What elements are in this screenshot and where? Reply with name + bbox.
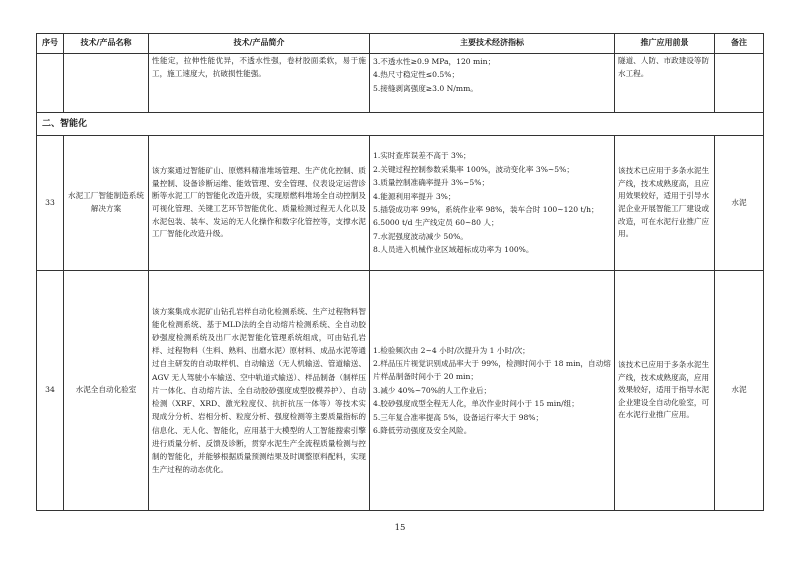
section-heading-row (37, 113, 764, 136)
header-remark: 备注 (715, 34, 764, 54)
indicator-line: 3.减少 40%~70%的人工作业后； (373, 385, 492, 395)
section-title: 二、智能化 (37, 113, 764, 136)
cell-indicators (370, 136, 615, 271)
cell-prospect: 该技术已应用于多条水泥生产线，技术成熟度高，且应用效果较好，适用于引导水泥企业开展智能工厂建设或改造，可在水泥行业推广应用。 (615, 136, 715, 271)
indicator-line: 5.接缝剥离强度≥3.0 N/mm。 (373, 83, 478, 93)
cell-prospect: 该技术已应用于多条水泥生产线，技术成熟度高，应用效果较好，适用于指导水泥企业建设全自动化验室，可在水泥行业推广应用。 (615, 271, 715, 511)
table-row-continued (37, 54, 764, 113)
indicator-line: 4.热尺寸稳定性≤0.5%； (373, 70, 460, 80)
header-prospect: 推广应用前景 (615, 34, 715, 54)
page-number: 15 (394, 523, 406, 533)
cell-intro: 该方案集成水泥矿山钻孔岩样自动化检测系统、生产过程物料智能化检测系统、基于MLD法的全自动熔片检测系统、全自动胶砂强度检测系统及出厂水泥智能化管理系统组成，可由钻孔岩样、过程物料（生料、熟料、出磨水泥）原材料、成品水泥等通过自主研发的自动取样机、自动输送（无人机输送、管道输送、AGV 无人驾驶小车输送、空中轨道式输送）、样品制备（制样压片一体化、自动熔片法、全自动胶砂强度成型胶模养护）、自动检测（XRF、XRD、激光粒度仪、抗折抗压一体等）等技术实现成分分析、岩相分析、粒度分析、强度检测等主要质量指标的信息化、无人化、智能化，应用基于大模型的人工智能搜索引擎进行质量分析、反馈及诊断，贯穿水泥生产全流程质量检测与控制的智能化，并能够根据质量预测结果及时调整原料配料，实现生产过程的动态优化。 (149, 271, 370, 511)
header-name: 技术/产品名称 (64, 34, 149, 54)
cell-no: 34 (37, 271, 64, 511)
indicator-line: 1.检验频次由 2~4 小时/次提升为 1 小时/次； (373, 345, 530, 355)
indicator-line: 3.不透水性≥0.9 MPa，120 min； (373, 57, 496, 66)
indicator-line: 8.人员进入机械作业区域超标成功率为 100%。 (373, 245, 534, 255)
cell-no: 33 (37, 136, 64, 271)
cell-name: 水泥全自动化验室 (64, 271, 149, 511)
table-header-row (37, 34, 764, 54)
cell-no (37, 54, 64, 113)
indicator-line: 3.质量控制准确率提升 3%~5%； (373, 178, 490, 188)
cell-intro: 性能定，拉伸性能优异，不透水性强，卷材胶面柔软，易于施工，施工速度大，抗破损性能强。 (149, 54, 370, 113)
technology-table (36, 33, 764, 511)
cell-name (64, 54, 149, 113)
cell-name: 水泥工厂智能制造系统解决方案 (64, 136, 149, 271)
cell-remark (715, 54, 764, 113)
indicator-line: 2.关键过程控制参数采集率 100%，波动变化率 3%~5%； (373, 164, 574, 174)
indicator-line: 5.三年复合准率提高 5%，设备运行率大于 98%； (373, 412, 544, 422)
cell-prospect: 隧道、人防、市政建设等防水工程。 (615, 54, 715, 113)
indicator-line: 4.能源利用率提升 3%； (373, 191, 456, 201)
header-indicators: 主要技术经济指标 (370, 34, 615, 54)
indicator-line: 7.水泥强度波动减少 50%。 (373, 231, 468, 241)
indicator-line: 6.5000 t/d 生产线定员 60~80 人； (373, 218, 499, 228)
header-intro: 技术/产品简介 (149, 34, 370, 54)
cell-remark: 水泥 (715, 271, 764, 511)
cell-indicators (370, 54, 615, 113)
indicator-line: 2.样品压片视觉识别成品率大于 99%，检测时间小于 18 min，自动熔片样品制备时间小于 20 min； (373, 358, 611, 382)
cell-intro: 该方案通过智能矿山、原燃料精准堆场管理、生产优化控制、质量控制、设备诊断运维、能效管理、安全管理、仪表设定运营诊断等水泥工厂的智能化改造升级，实现原燃料堆场全自动控制及可视化管理、关键工艺环节智能优化、质量检测过程无人化以及水泥包装、装车、发运的无人化操作和数字化管控等，支撑水泥工厂智能化改造升级。 (149, 136, 370, 271)
header-no: 序号 (37, 34, 64, 54)
cell-indicators (370, 271, 615, 511)
indicator-line: 6.降低劳动强度及安全风险。 (373, 426, 472, 436)
table-row (37, 136, 764, 271)
indicator-line: 4.胶砂强度成型全程无人化，单次作业时间小于 15 min/组； (373, 399, 579, 409)
cell-remark: 水泥 (715, 136, 764, 271)
table-row (37, 271, 764, 511)
indicator-line: 5.插袋成功率 99%，系统作业率 98%，装车合时 100~120 t/h； (373, 205, 599, 214)
indicator-line: 1.实时查库误差不高于 3%； (373, 151, 471, 161)
